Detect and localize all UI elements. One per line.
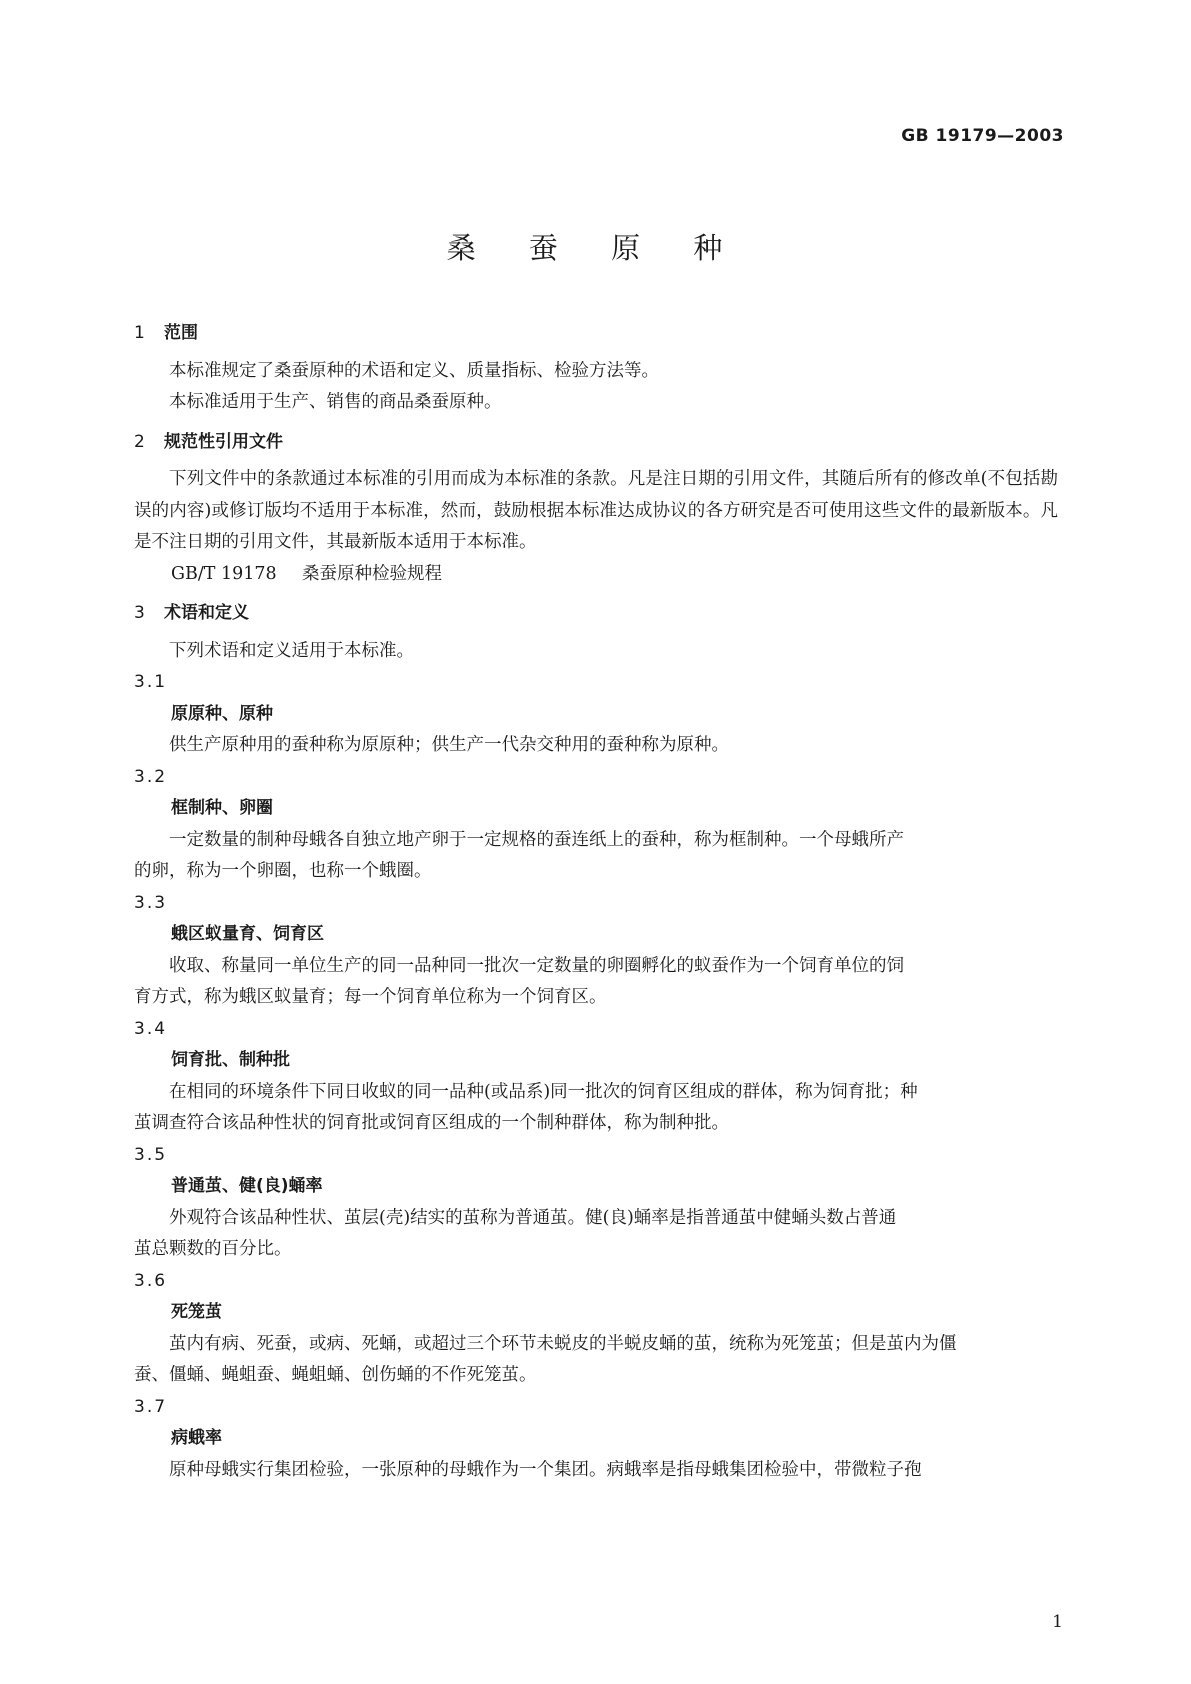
term-definition: 在相同的环境条件下同日收蚁的同一品种(或品系)同一批次的饲育区组成的群体，称为饲育批；种: [169, 1081, 918, 1102]
reference-entry: [134, 559, 1058, 591]
section-title: 术语和定义: [164, 603, 249, 623]
term-definition: 收取、称量同一单位生产的同一品种同一批次一定数量的卵圈孵化的蚁蚕作为一个饲育单位的饲: [169, 955, 904, 976]
term-definition: 外观符合该品种性状、茧层(壳)结实的茧称为普通茧。健(良)蛹率是指普通茧中健蛹头数占普通: [169, 1207, 897, 1228]
term-definition: 供生产原种用的蚕种称为原原种；供生产一代杂交种用的蚕种称为原种。: [169, 735, 729, 755]
term-name: 饲育批、制种批: [171, 1050, 290, 1070]
term-definition: 的卵，称为一个卵圈，也称一个蛾圈。: [134, 861, 432, 881]
section-normative-references: [134, 427, 1058, 591]
page-number: 1: [1052, 1612, 1063, 1632]
section-number: 1: [134, 323, 145, 343]
term-definition: 原种母蛾实行集团检验，一张原种的母蛾作为一个集团。病蛾率是指母蛾集团检验中，带微粒子孢: [169, 1459, 922, 1480]
section-number: 3: [134, 603, 145, 623]
section-heading: [134, 427, 1058, 459]
term-definition: 茧总颗数的百分比。: [134, 1239, 292, 1259]
clause-number: 3.3: [134, 892, 168, 913]
term-definition: 一定数量的制种母蛾各自独立地产卵于一定规格的蚕连纸上的蚕种，称为框制种。一个母蛾所产: [169, 829, 904, 850]
document-title: 桑 蚕 原 种: [446, 231, 745, 265]
section-terms: [134, 598, 1058, 1486]
term-name: 框制种、卵圈: [171, 798, 273, 818]
paragraph: 本标准适用于生产、销售的商品桑蚕原种。: [169, 392, 502, 412]
term-name: 普通茧、健(良)蛹率: [171, 1176, 323, 1196]
section-title: 范围: [164, 323, 198, 343]
term-definition: 蚕、僵蛹、蝇蛆蚕、蝇蛆蛹、创伤蛹的不作死笼茧。: [134, 1365, 537, 1385]
document-body: [134, 318, 1058, 1486]
term-name: 蛾区蚁量育、饲育区: [171, 924, 324, 944]
clause-number: 3.4: [134, 1018, 168, 1039]
term-name: 原原种、原种: [171, 703, 273, 724]
paragraph: 下列术语和定义适用于本标准。: [169, 640, 414, 661]
clause-number: 3.2: [134, 766, 168, 787]
clause-number: 3.6: [134, 1270, 168, 1291]
clause-number: 3.5: [134, 1144, 168, 1165]
reference-code: GB/T 19178: [171, 563, 277, 584]
section-heading: [134, 598, 1058, 630]
term-definition: 茧内有病、死蚕，或病、死蛹，或超过三个环节未蜕皮的半蜕皮蛹的茧，统称为死笼茧；但是茧内为僵: [169, 1333, 957, 1354]
term-name: 死笼茧: [171, 1302, 222, 1322]
section-number: 2: [134, 431, 145, 452]
paragraph: 本标准规定了桑蚕原种的术语和定义、质量指标、检验方法等。: [169, 360, 659, 381]
term-definition: 茧调查符合该品种性状的饲育批或饲育区组成的一个制种群体，称为制种批。: [134, 1113, 729, 1133]
section-scope: [134, 318, 1058, 419]
clause-number: 3.1: [134, 672, 168, 692]
paragraph: 下列文件中的条款通过本标准的引用而成为本标准的条款。凡是注日期的引用文件，其随后所有的修改单(不包括勘误的内容)或修订版均不适用于本标准，然而，鼓励根据本标准达成协议的各方研究是否可使用这些文件的最新版本。凡是不注日期的引用文件，其最新版本适用于本标准。: [134, 469, 1058, 552]
reference-title: 桑蚕原种检验规程: [302, 563, 442, 584]
term-name: 病蛾率: [171, 1428, 222, 1448]
standard-number: GB 19179—2003: [901, 126, 1064, 146]
section-heading: [134, 318, 1058, 350]
section-title: 规范性引用文件: [164, 431, 283, 452]
term-definition: 育方式，称为蛾区蚁量育；每一个饲育单位称为一个饲育区。: [134, 987, 607, 1007]
clause-number: 3.7: [134, 1396, 168, 1417]
